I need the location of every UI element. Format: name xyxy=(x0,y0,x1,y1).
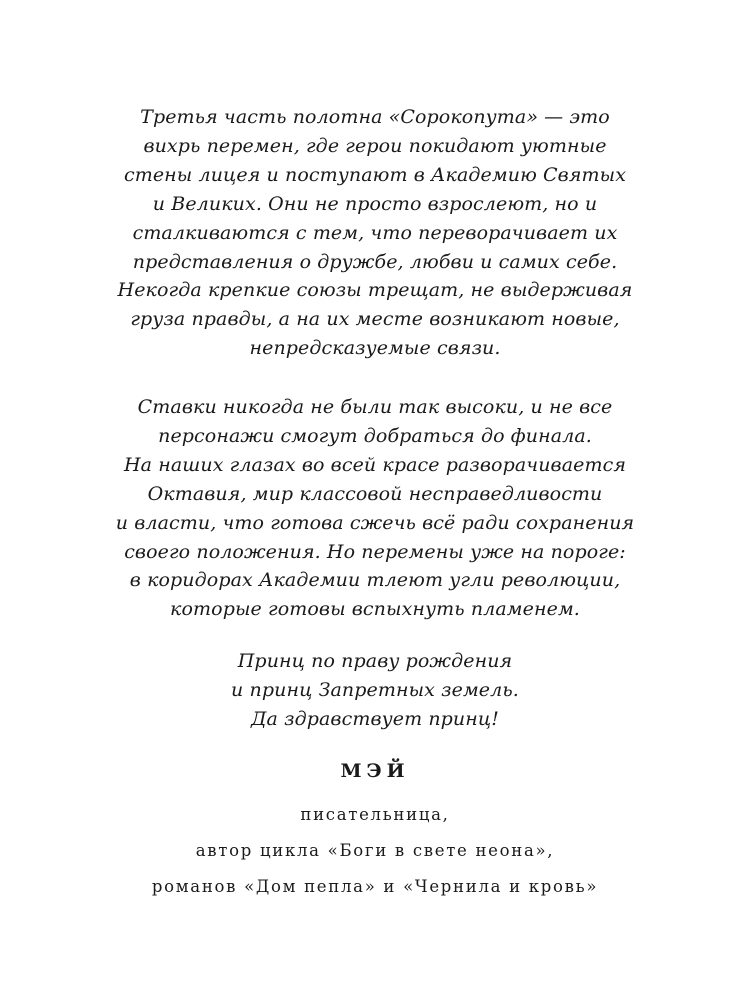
blurb-line: Принц по праву рождения xyxy=(237,650,513,672)
blurb-line: Да здравствует принц! xyxy=(251,707,499,730)
blurb-line: в коридорах Академии тлеют угли революции, xyxy=(129,569,621,592)
blurb-line: и Великих. Они не просто взрослеют, но и xyxy=(152,192,598,215)
blurb-line: Октавия, мир классовой несправедливости xyxy=(147,482,603,505)
blurb-line: сталкиваются с тем, что переворачивает их xyxy=(132,221,618,244)
blurb-line: На наших глазах во всей красе разворачивается xyxy=(123,453,627,476)
blurb-line: и власти, что готова сжечь всё ради сохранения xyxy=(115,511,635,534)
blurb-line: вихрь перемен, где герои покидают уютные xyxy=(143,134,607,157)
credit-line: автор цикла «Боги в свете неона», xyxy=(195,841,555,860)
blurb-paragraph-1 xyxy=(100,103,650,363)
author-name: МЭЙ xyxy=(340,760,410,782)
credit-line: писательница, xyxy=(300,805,450,824)
blurb-line: которые готовы вспыхнуть пламенем. xyxy=(170,598,580,621)
blurb-line: Некогда крепкие союзы трещат, не выдерживая xyxy=(117,279,633,302)
blurb-paragraph-2 xyxy=(100,393,650,624)
blurb-line: представления о дружбе, любви и самих себе. xyxy=(132,250,618,273)
blurb-paragraph-3 xyxy=(100,647,650,734)
blurb-line: груза правды, а на их месте возникают новые, xyxy=(130,308,620,331)
blurb-line: стены лицея и поступают в Академию Святых xyxy=(123,163,627,186)
blurb-line: непредсказуемые связи. xyxy=(249,337,501,360)
blurb-line: Третья часть полотна «Сорокопута» — это xyxy=(140,106,610,128)
blurb-line: персонажи смогут добраться до финала. xyxy=(158,424,592,447)
blurb-line: и принц Запретных земель. xyxy=(231,678,519,701)
credit-line: романов «Дом пепла» и «Чернила и кровь» xyxy=(151,877,599,896)
blurb-line: своего положения. Но перемены уже на пороге: xyxy=(124,540,626,563)
blurb-line: Ставки никогда не были так высоки, и не все xyxy=(137,396,613,418)
author-credits xyxy=(80,797,670,905)
